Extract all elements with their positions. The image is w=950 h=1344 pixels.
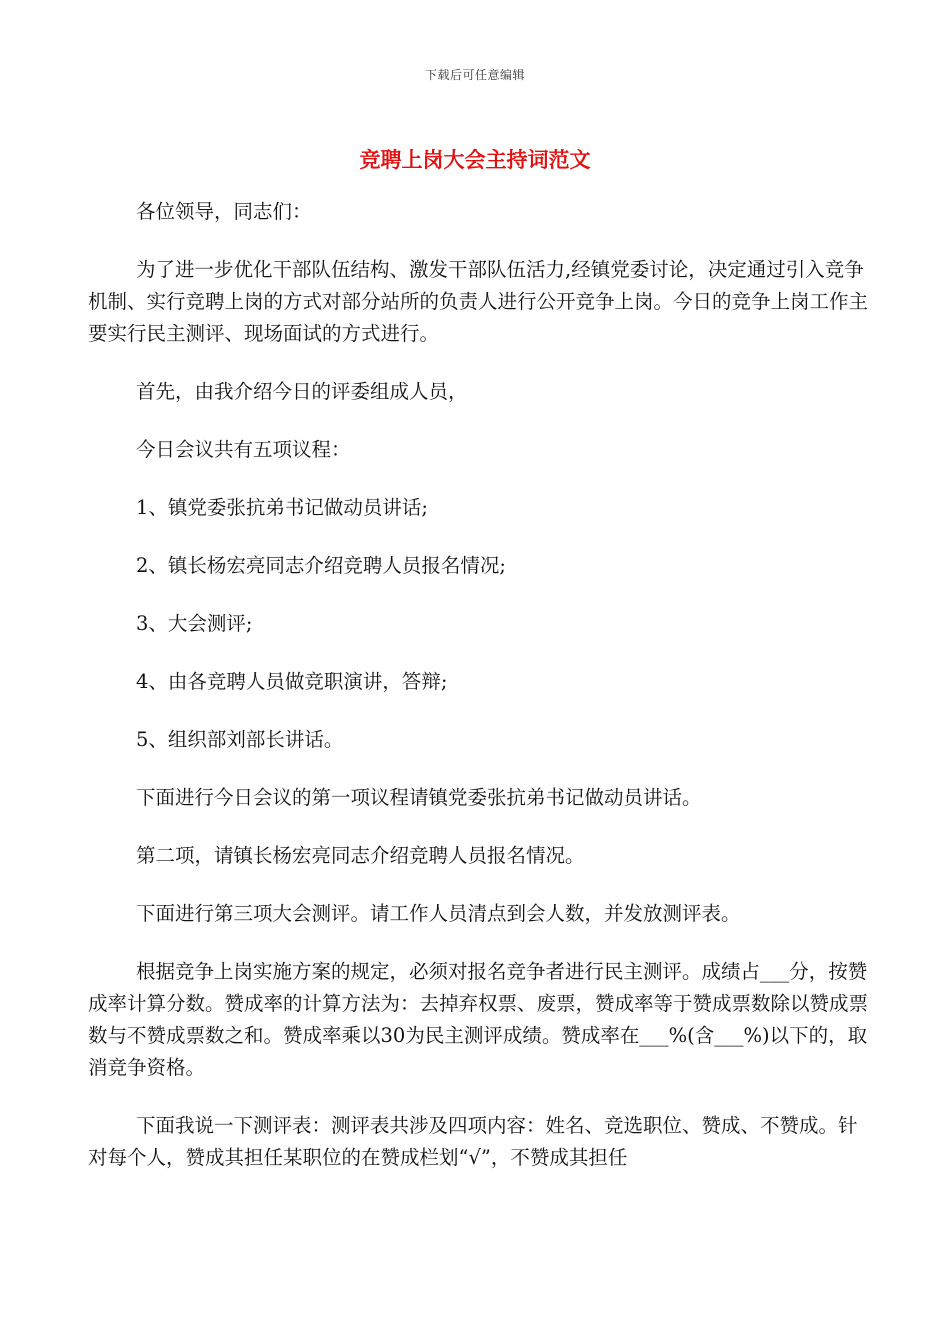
agenda-item-1: 1、镇党委张抗弟书记做动员讲话; bbox=[136, 496, 428, 519]
paragraph-evaluation-form: 下面我说一下测评表：测评表共涉及四项内容：姓名、竞选职位、赞成、不赞成。针对每个人，赞成其担任某职位的在赞成栏划“√”，不赞成其担任 bbox=[88, 1114, 858, 1169]
paragraph-introduction: 为了进一步优化干部队伍结构、激发干部队伍活力,经镇党委讨论，决定通过引入竞争机制、实行竞聘上岗的方式对部分站所的负责人进行公开竞争上岗。今日的竞争上岗工作主要实行民主测评、现场面试的方式进行。 bbox=[88, 258, 869, 345]
agenda-item-4: 4、由各竞聘人员做竞职演讲，答辩; bbox=[136, 670, 448, 693]
paragraph-judges: 首先，由我介绍今日的评委组成人员， bbox=[136, 380, 468, 403]
agenda-item-3: 3、大会测评; bbox=[136, 612, 253, 635]
document-body bbox=[88, 196, 868, 1174]
header-note: 下载后可任意编辑 bbox=[424, 68, 525, 82]
document-title: 竞聘上岗大会主持词范文 bbox=[359, 147, 591, 172]
paragraph-agenda-intro: 今日会议共有五项议程： bbox=[136, 438, 351, 461]
paragraph-salutation: 各位领导，同志们： bbox=[136, 200, 312, 223]
agenda-item-2: 2、镇长杨宏亮同志介绍竞聘人员报名情况; bbox=[136, 554, 506, 577]
paragraph-item-three: 下面进行第三项大会测评。请工作人员清点到会人数，并发放测评表。 bbox=[136, 902, 741, 925]
paragraph-evaluation-rules: 根据竞争上岗实施方案的规定，必须对报名竞争者进行民主测评。成绩占___分，按赞成率计算分数。赞成率的计算方法为：去掉弃权票、废票，赞成率等于赞成票数除以赞成票数与不赞成票数之和。赞成率乘以30为民主测评成绩。赞成率在___%(含___%)以下的，取消竞争资格。 bbox=[88, 960, 869, 1079]
agenda-item-5: 5、组织部刘部长讲话。 bbox=[136, 728, 344, 751]
paragraph-item-two: 第二项，请镇长杨宏亮同志介绍竞聘人员报名情况。 bbox=[136, 844, 585, 867]
paragraph-item-one: 下面进行今日会议的第一项议程请镇党委张抗弟书记做动员讲话。 bbox=[136, 786, 702, 809]
